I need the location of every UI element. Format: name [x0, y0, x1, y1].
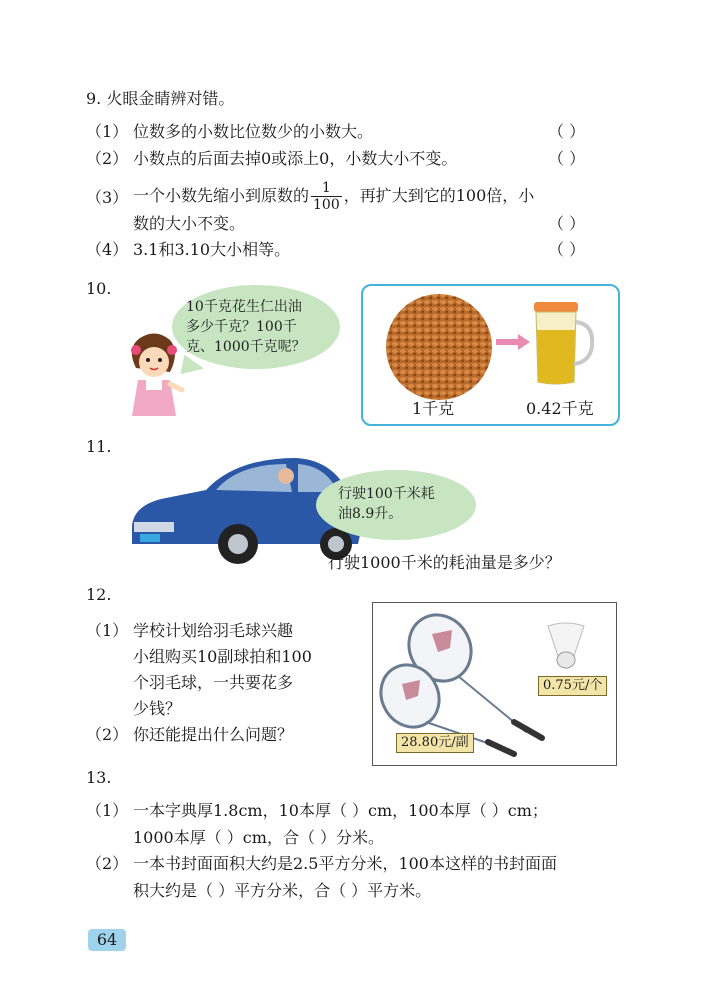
q10-speech-bubble — [172, 285, 340, 369]
q12-item1-number: （1） — [86, 621, 129, 640]
q13-item2-line1: 一本书封面面积大约是2.5平方分米，100本这样的书封面面 — [133, 854, 557, 873]
q9-item3-fraction — [311, 180, 342, 213]
q9-item2-text: 小数点的后面去掉0或添上0，小数大小不变。 — [133, 149, 458, 168]
page-number: 64 — [88, 929, 126, 951]
q9-item3-text-line2: 数的大小不变。 — [133, 214, 246, 233]
q9-item4-number: （4） — [86, 240, 129, 259]
q9-item2-number: （2） — [86, 149, 129, 168]
q9-item1-answer-blank[interactable]: （ ） — [548, 122, 586, 141]
q13-number: 13. — [86, 768, 112, 787]
q9-title: 9. 火眼金睛辨对错。 — [86, 89, 235, 108]
q12-item1-line1: 学校计划给羽毛球兴趣 — [133, 621, 294, 640]
q13-item1-number: （1） — [86, 801, 129, 820]
q9-item4-text: 3.1和3.10大小相等。 — [133, 240, 291, 259]
q10-label-042kg: 0.42千克 — [526, 399, 594, 418]
q9-item1-number: （1） — [86, 122, 129, 141]
q9-item3-text-b: ，再扩大到它的100倍，小 — [343, 186, 535, 205]
shuttlecock-image — [544, 622, 588, 672]
q10-number: 10. — [86, 279, 112, 298]
q13-item1-line2: 1000本厚（ ）cm，合（ ）分米。 — [133, 828, 385, 847]
q11-bubble-text: 行驶100千米耗 油8.9升。 — [338, 486, 435, 522]
q11-question: 行驶1000千米的耗油量是多少？ — [328, 553, 561, 572]
q9-item4-answer-blank[interactable]: （ ） — [548, 240, 586, 259]
shuttlecock-price-tag: 0.75元/个 — [538, 676, 607, 696]
arrow-right-icon — [496, 332, 532, 352]
q13-item1-line1: 一本字典厚1.8cm，10本厚（ ）cm，100本厚（ ）cm； — [133, 801, 548, 820]
q9-item3-number: （3） — [86, 188, 129, 207]
q9-item3-text-line1 — [133, 176, 534, 216]
q13-item2-line2: 积大约是（ ）平方分米，合（ ）平方米。 — [133, 881, 432, 900]
fraction-numerator: 1 — [311, 180, 342, 197]
q12-item1-line4: 少钱？ — [133, 699, 182, 718]
q13-item2-number: （2） — [86, 854, 129, 873]
q9-item1-text: 位数多的小数比位数少的小数大。 — [133, 122, 374, 141]
q11-number: 11. — [86, 437, 112, 456]
peanut-pile-image — [384, 292, 494, 402]
q10-label-1kg: 1千克 — [412, 399, 455, 418]
q12-item1-line2: 小组购买10副球拍和100 — [133, 647, 312, 666]
fraction-denominator: 100 — [313, 197, 340, 213]
q12-number: 12. — [86, 585, 112, 604]
q9-item2-answer-blank[interactable]: （ ） — [548, 149, 586, 168]
racket-price-tag: 28.80元/副 — [396, 733, 474, 753]
q11-speech-bubble — [316, 470, 476, 540]
q12-item2-line1: 你还能提出什么问题？ — [133, 725, 294, 744]
q12-item2-number: （2） — [86, 725, 129, 744]
q12-item1-line3: 个羽毛球，一共要花多 — [133, 673, 294, 692]
q9-item3-answer-blank[interactable]: （ ） — [548, 214, 586, 233]
girl-illustration — [118, 328, 188, 420]
q9-item3-text-a: 一个小数先缩小到原数的 — [133, 186, 310, 205]
oil-jug-image — [528, 296, 598, 388]
q10-bubble-text: 10千克花生仁出油 多少千克？100千 克、1000千克呢？ — [186, 299, 306, 355]
